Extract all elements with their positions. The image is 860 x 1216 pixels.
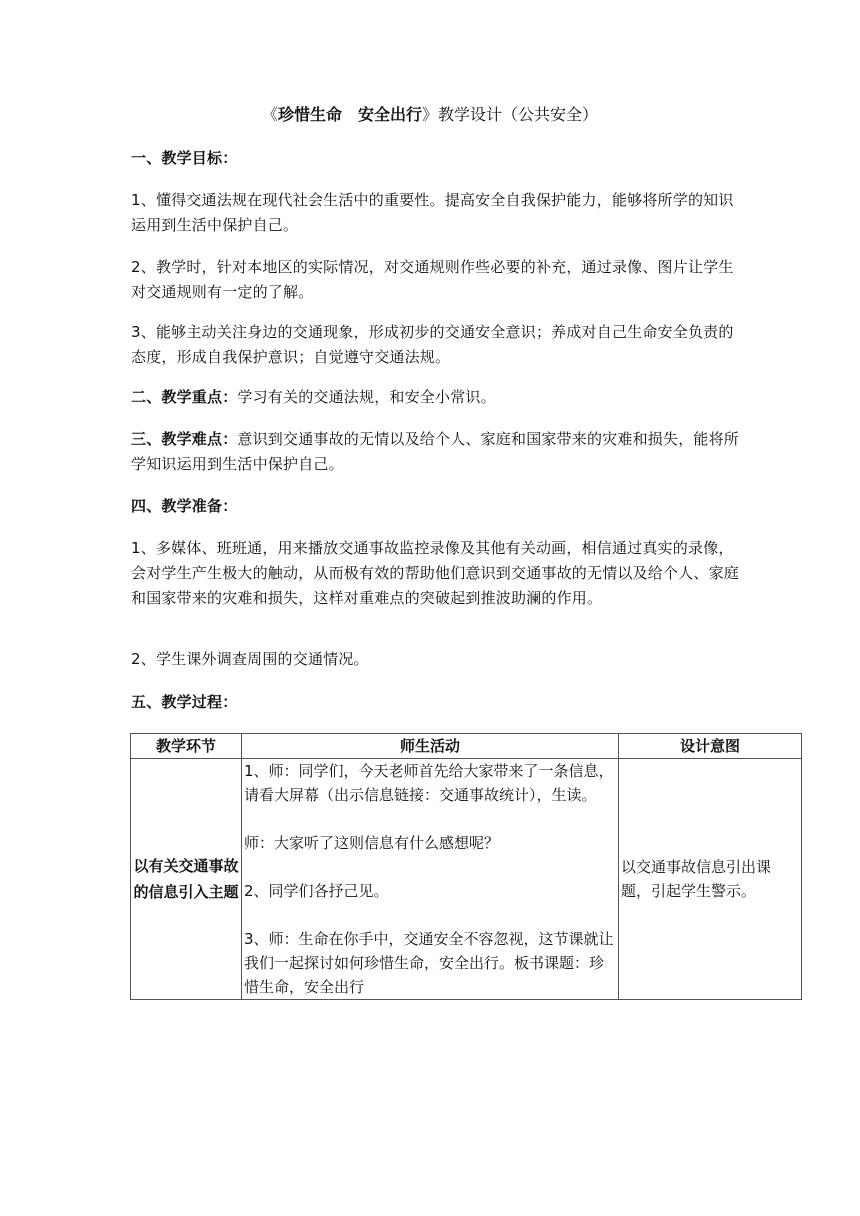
process-heading: 五、教学过程： — [131, 693, 238, 711]
activity-line-3: 2、同学们各抒己见。 — [244, 882, 389, 900]
table-cell-activity — [242, 759, 619, 1000]
difficulties-text: 意识到交通事故的无情以及给个人、家庭和国家带来的灾难和损失，能将所学知识运用到生活中保护自己。 — [131, 430, 740, 473]
preparation-heading: 四、教学准备： — [131, 497, 238, 515]
title-open-quote: 《 — [261, 105, 278, 124]
activity-line-2: 师：大家听了这则信息有什么感想呢？ — [244, 834, 500, 852]
key-points-text: 学习有关的交通法规，和安全小常识。 — [237, 388, 496, 406]
document-title — [0, 104, 860, 126]
activity-line-1: 1、师：同学们，今天老师首先给大家带来了一条信息，请看大屏幕（出示信息链接：交通事故统计），生读。 — [244, 762, 614, 804]
difficulties-heading: 三、教学难点： — [131, 430, 238, 448]
table-header-row — [131, 734, 802, 759]
key-points-heading: 二、教学重点： — [131, 388, 238, 406]
teaching-process-table — [130, 733, 802, 1000]
table-header-intent: 设计意图 — [619, 734, 802, 759]
table-row — [131, 759, 802, 1000]
objective-item-1: 1、懂得交通法规在现代社会生活中的重要性。提高安全自我保护能力，能够将所学的知识运用到生活中保护自己。 — [131, 191, 734, 234]
preparation-item-1: 1、多媒体、班班通，用来播放交通事故监控录像及其他有关动画，相信通过真实的录像，会对学生产生极大的触动，从而极有效的帮助他们意识到交通事故的无情以及给个人、家庭和国家带来的灾难和损失，这样对重难点的突破起到推波助澜的作用。 — [131, 539, 740, 607]
table-header-stage: 教学环节 — [131, 734, 242, 759]
activity-line-4: 3、师：生命在你手中，交通安全不容忽视，这节课就让我们一起探讨如何珍惜生命，安全出行。板书课题：珍惜生命，安全出行 — [244, 930, 614, 996]
objective-item-3: 3、能够主动关注身边的交通现象，形成初步的交通安全意识；养成对自己生命安全负责的态度，形成自我保护意识；自觉遵守交通法规。 — [131, 323, 734, 366]
title-bold-part: 珍惜生命 安全出行 — [277, 105, 422, 124]
table-header-activity: 师生活动 — [242, 734, 619, 759]
difficulties-paragraph — [131, 427, 741, 477]
title-rest: 》教学设计（公共安全） — [422, 105, 599, 124]
preparation-item-2: 2、学生课外调查周围的交通情况。 — [131, 650, 369, 668]
objective-item-2: 2、教学时，针对本地区的实际情况，对交通规则作些必要的补充，通过录像、图片让学生对交通规则有一定的了解。 — [131, 258, 734, 301]
key-points-paragraph — [131, 385, 741, 410]
table-cell-intent: 以交通事故信息引出课题，引起学生警示。 — [619, 759, 802, 1000]
objectives-heading: 一、教学目标： — [131, 149, 238, 167]
table-cell-stage: 以有关交通事故的信息引入主题 — [131, 759, 242, 1000]
